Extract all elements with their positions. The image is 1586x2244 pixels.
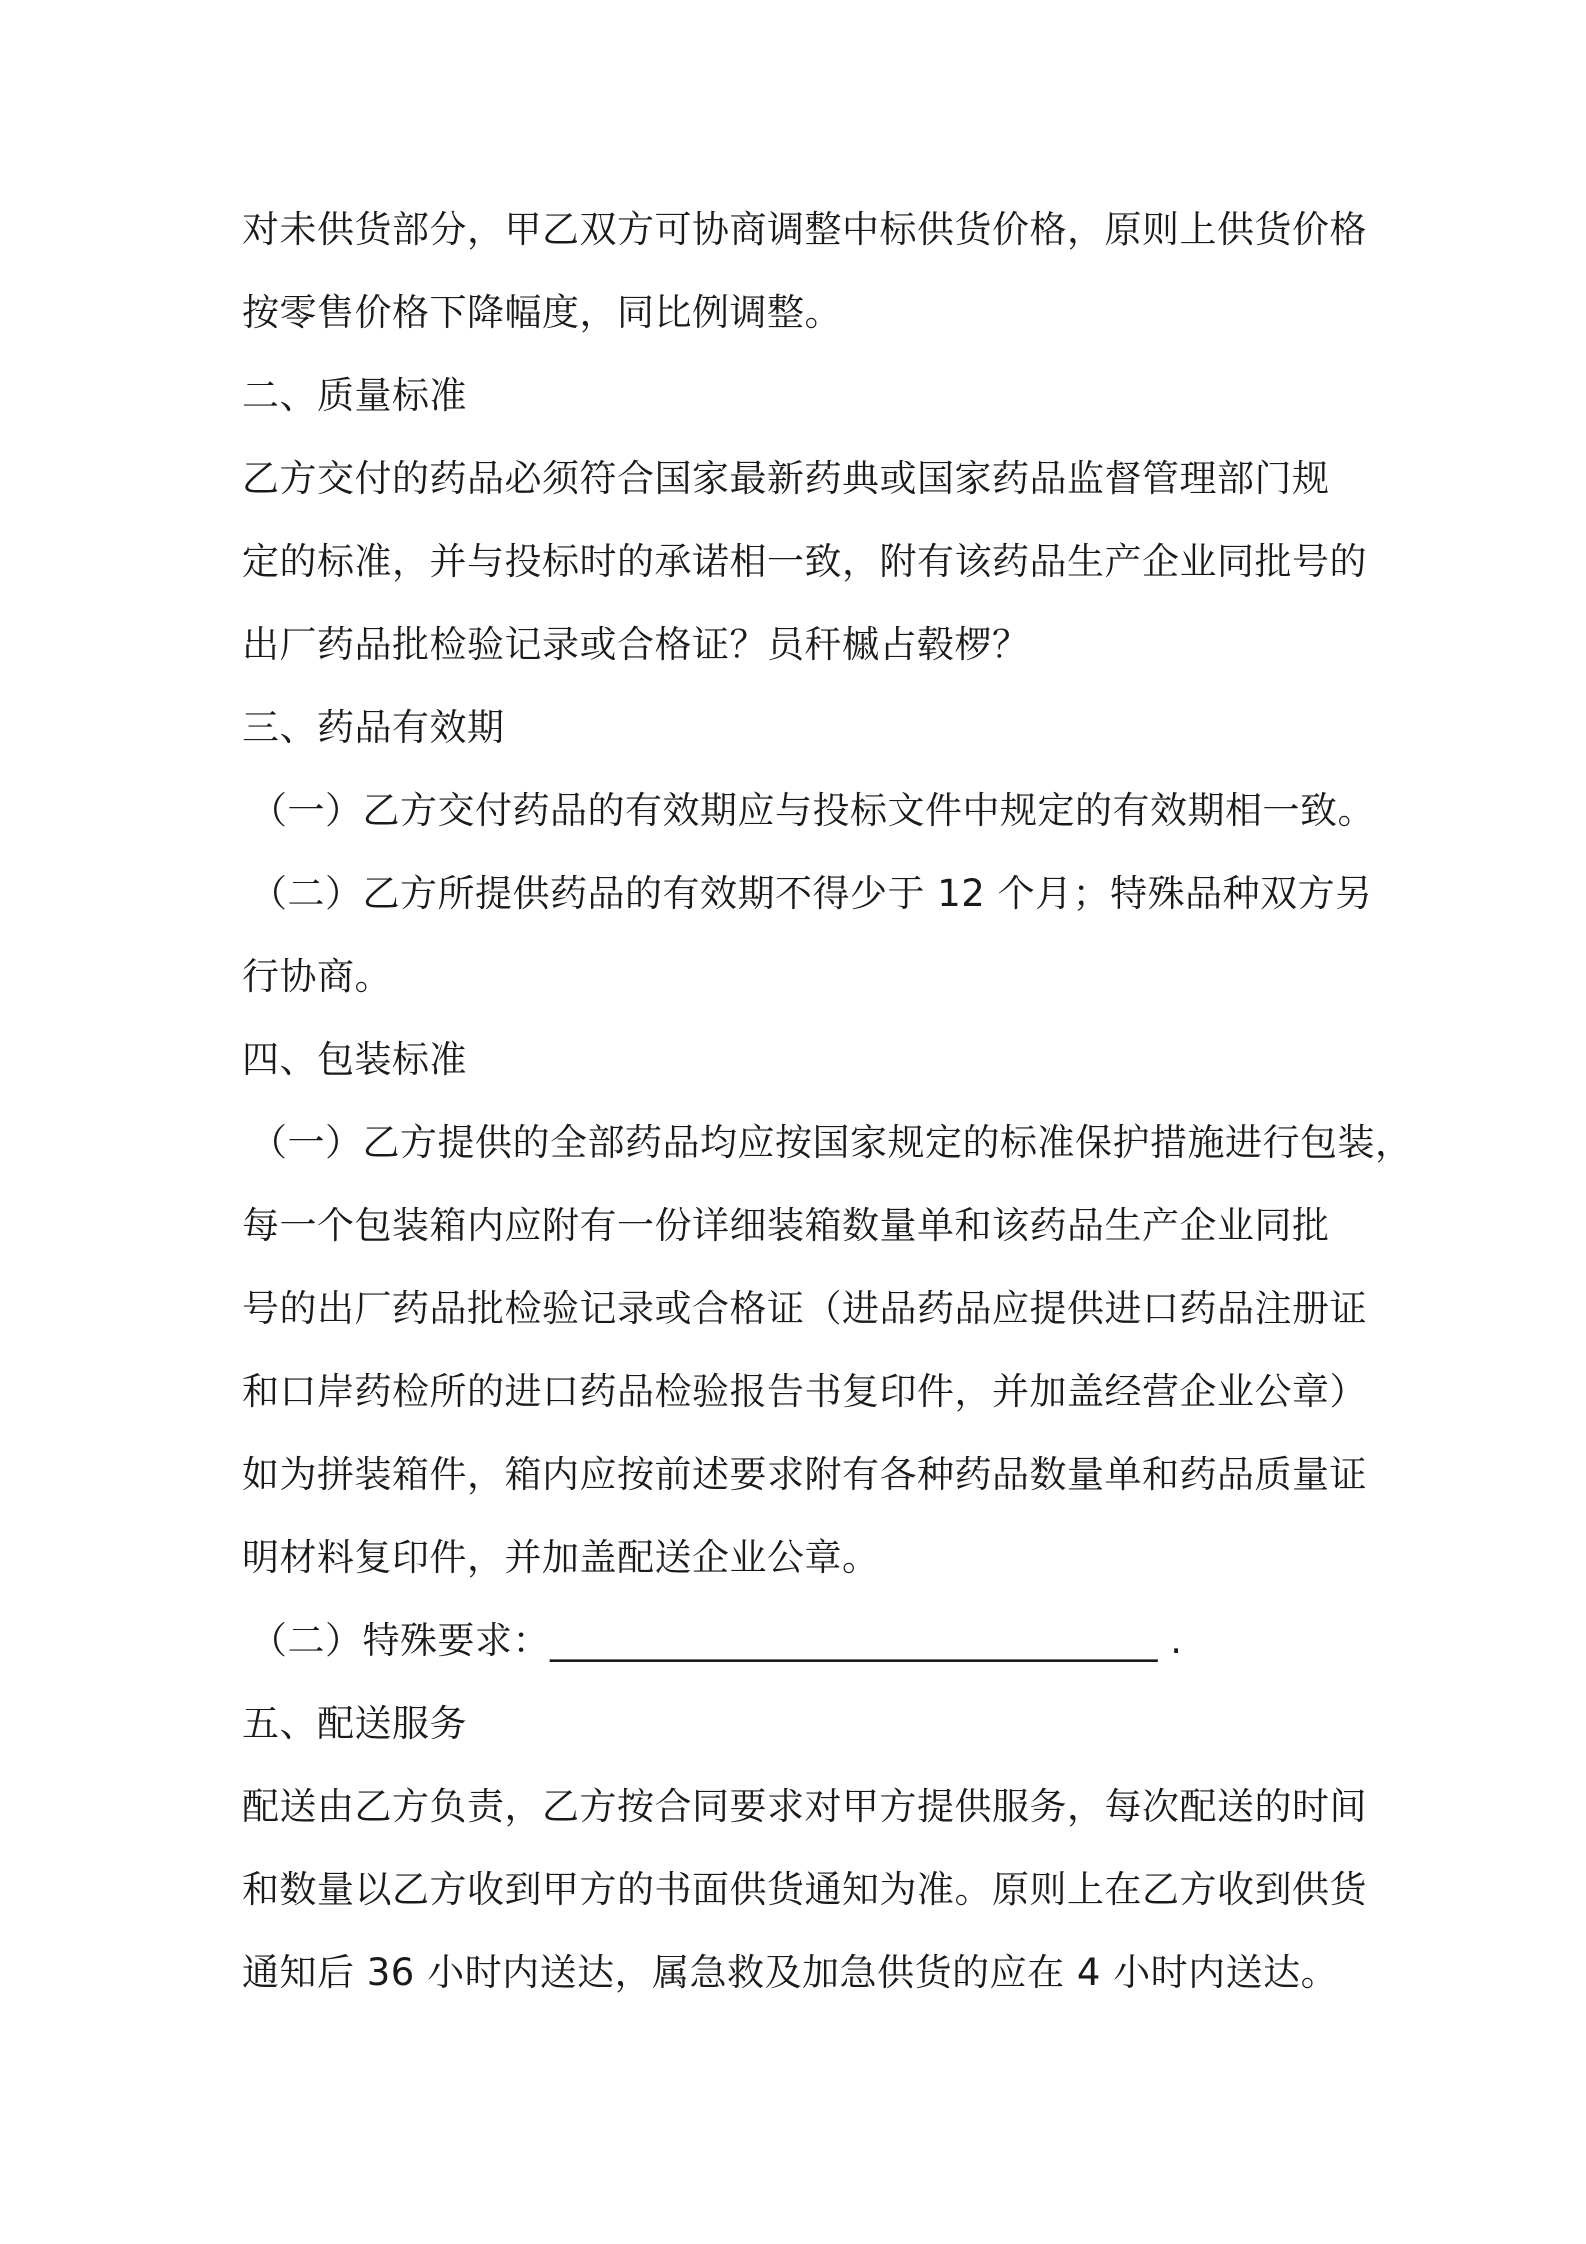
paragraph-line: 出厂药品批检验记录或合格证？员秆槭占毂椤？ xyxy=(242,623,1030,666)
paragraph-line: （一）乙方交付药品的有效期应与投标文件中规定的有效期相一致。 xyxy=(250,789,1375,832)
paragraph-line: 如为拼装箱件，箱内应按前述要求附有各种药品数量单和药品质量证 xyxy=(242,1453,1367,1496)
paragraph-line: （一）乙方提供的全部药品均应按国家规定的标准保护措施进行包装， xyxy=(250,1121,1413,1164)
paragraph-line: 和口岸药检所的进口药品检验报告书复印件，并加盖经营企业公章） xyxy=(242,1370,1367,1413)
paragraph-line: 乙方交付的药品必须符合国家最新药典或国家药品监督管理部门规 xyxy=(242,457,1330,500)
paragraph-line: 每一个包装箱内应附有一份详细装箱数量单和该药品生产企业同批 xyxy=(242,1204,1330,1247)
section-heading-delivery: 五、配送服务 xyxy=(242,1702,467,1745)
paragraph-line: 和数量以乙方收到甲方的书面供货通知为准。原则上在乙方收到供货 xyxy=(242,1868,1367,1911)
paragraph-line: （二）乙方所提供药品的有效期不得少于 12 个月；特殊品种双方另 xyxy=(250,872,1373,915)
section-heading-validity: 三、药品有效期 xyxy=(242,706,505,749)
paragraph-line: 按零售价格下降幅度，同比例调整。 xyxy=(242,291,842,334)
section-heading-quality: 二、质量标准 xyxy=(242,374,467,417)
paragraph-line: 行协商。 xyxy=(242,955,392,998)
paragraph-line: 通知后 36 小时内送达，属急救及加急供货的应在 4 小时内送达。 xyxy=(242,1951,1339,1994)
section-heading-packaging: 四、包装标准 xyxy=(242,1038,467,1081)
paragraph-line: 明材料复印件，并加盖配送企业公章。 xyxy=(242,1536,880,1579)
paragraph-line: 号的出厂药品批检验记录或合格证（进品药品应提供进口药品注册证 xyxy=(242,1287,1367,1330)
paragraph-line: 定的标准，并与投标时的承诺相一致，附有该药品生产企业同批号的 xyxy=(242,540,1367,583)
special-requirements-line: （二）特殊要求：________________________________ . xyxy=(250,1619,1183,1662)
paragraph-line: 对未供货部分，甲乙双方可协商调整中标供货价格，原则上供货价格 xyxy=(242,208,1367,251)
paragraph-line: 配送由乙方负责，乙方按合同要求对甲方提供服务，每次配送的时间 xyxy=(242,1785,1367,1828)
